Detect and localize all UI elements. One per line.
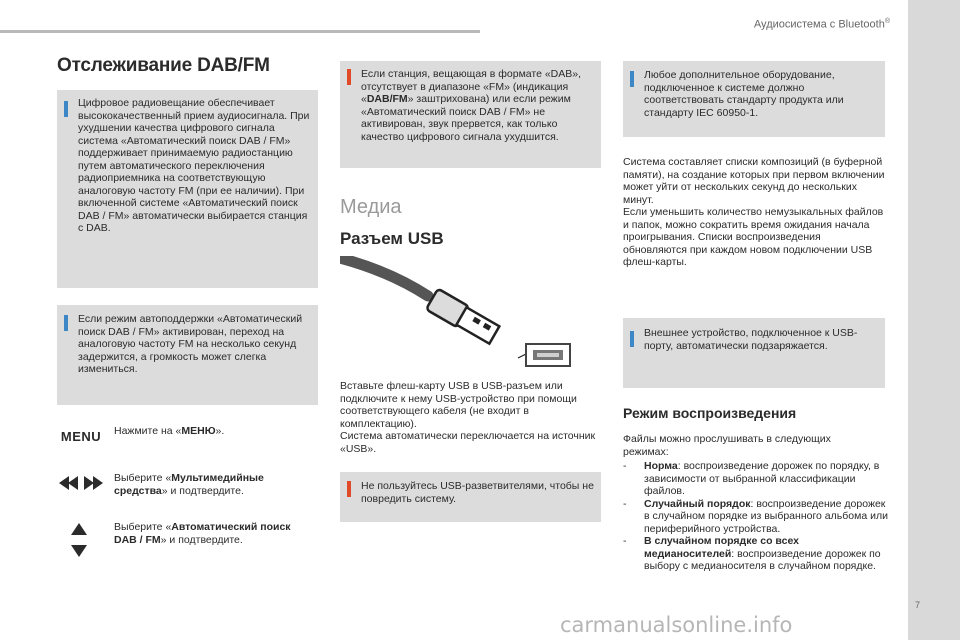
info-marker-icon <box>630 331 634 347</box>
warning-marker-icon <box>347 69 351 85</box>
playback-mode-heading: Режим воспроизведения <box>623 405 797 421</box>
playback-intro: Файлы можно прослушивать в следующих режимах: <box>623 433 831 458</box>
usb-plug-illustration <box>340 256 572 368</box>
list-item: - Случайный порядок: воспроизведение дорожек в случайном порядке из выбранного альбома или периферийного устройства. <box>623 497 888 535</box>
playlist-info: Система составляет списки композиций (в буферной памяти), на создание которых при первом включении может уйти от нескольких секунд до нескольких минут. Если уменьшить количество немузыкальных файлов и папок, можно сократить время ожидания начала проигрывания. Списки воспроизведения обновляются при каждом новом подключении USB флеш-карты. <box>623 156 885 268</box>
info-box-standard <box>623 61 885 137</box>
info-marker-icon <box>64 315 68 331</box>
usb-port-heading: Разъем USB <box>340 229 444 248</box>
step-press-menu: Нажмите на «МЕНЮ». <box>114 425 225 437</box>
watermark: carmanualsonline.info <box>560 613 793 637</box>
section-heading-media: Медиа <box>340 196 402 218</box>
info-box-auto-follow <box>57 305 318 405</box>
menu-button-icon: MENU <box>60 428 102 444</box>
info-text: Любое дополнительное оборудование, подключенное к системе должно соответствовать стандарту продукта или стандарту IEC 60950-1. <box>644 69 844 119</box>
section-header: Аудиосистема с Bluetooth® <box>753 18 890 31</box>
page-title: Отслеживание DAB/FM <box>57 55 270 76</box>
info-text: Внешнее устройство, подключенное к USB-порту, автоматически подзаряжается. <box>644 327 858 352</box>
step-select-auto-search: Выберите «Автоматический поиск DAB / FM» и подтвердите. <box>114 521 291 546</box>
playback-modes-list <box>623 460 888 573</box>
info-box-digital-radio <box>57 90 318 288</box>
warning-text: Не пользуйтесь USB-разветвителями, чтобы не повредить систему. <box>361 480 594 505</box>
list-item: - В случайном порядке со всех медианосителей: воспроизведение дорожек по выбору с медианосителя в случайном порядке. <box>623 535 881 572</box>
usb-instructions: Вставьте флеш-карту USB в USB-разъем или подключите к нему USB-устройство при помощи соответствующего кабеля (не входит в комплектацию). Система автоматически переключается на источник «USB». <box>340 380 596 455</box>
list-item: - Норма: воспроизведение дорожек по порядку, в зависимости от выбранной классификации файлов. <box>623 460 880 497</box>
warning-text: Если станция, вещающая в формате «DAB», отсутствует в диапазоне «FM» (индикация «DAB/FM» заштрихована) или если режим «Автоматический поиск DAB / FM» не активирован, звук прервется, как только качество цифрового сигнала ухудшится. <box>361 68 582 143</box>
left-right-arrows-icon <box>57 475 105 491</box>
warning-box-dab-signal <box>340 61 601 168</box>
page-number: 7 <box>915 600 921 610</box>
warning-marker-icon <box>347 481 351 497</box>
step-select-media: Выберите «Мультимедийные средства» и подтвердите. <box>114 472 264 497</box>
top-rule <box>0 30 480 33</box>
info-marker-icon <box>64 101 68 117</box>
info-marker-icon <box>630 71 634 87</box>
warning-box-usb-hub <box>340 472 601 522</box>
info-box-charging <box>623 318 885 388</box>
up-down-arrows-icon <box>66 522 92 558</box>
side-tab <box>908 0 960 640</box>
info-text: Если режим автоподдержки «Автоматический поиск DAB / FM» активирован, переход на аналоговую частоту FM на несколько секунд задержится, а громкость может слегка измениться. <box>78 313 303 375</box>
info-text: Цифровое радиовещание обеспечивает высококачественный прием аудиосигнала. При ухудшении качества цифрового сигнала система «Автоматический поиск DAB / FM» поддерживает принимаемую радиостанцию путем автоматического переключения радиоприемника на соответствующую аналоговую частоту FM (при ее наличии). При включенной системе «Автоматический поиск DAB / FM» автоматически выбирается станция с DAB. <box>78 97 310 234</box>
